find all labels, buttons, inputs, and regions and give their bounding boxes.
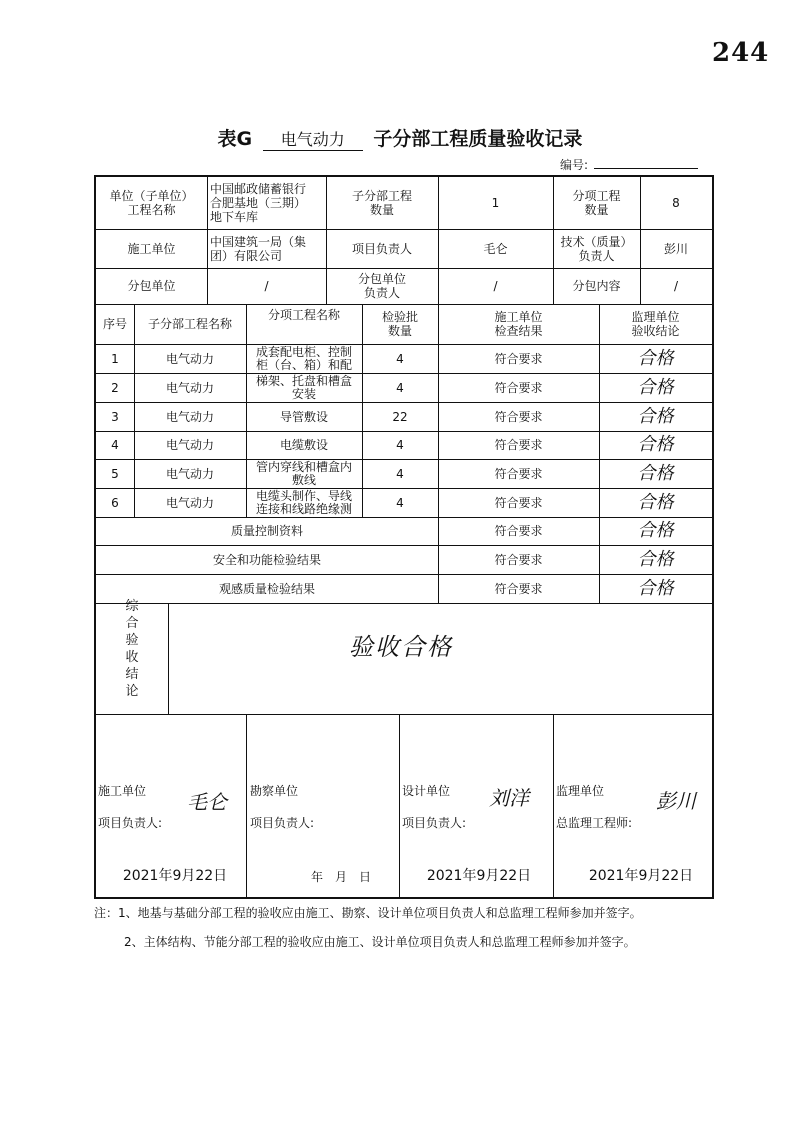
header-no: 序号	[102, 317, 127, 331]
sign-signature: 彭川	[656, 789, 696, 813]
row-conclusion-signature: 合格	[637, 347, 674, 369]
unit-label: 单位（子单位） 工程名称	[109, 189, 194, 217]
row-item-name: 成套配电柜、控制 柜（台、箱）和配	[255, 344, 352, 372]
header-sub-name: 子分部工程名称	[147, 317, 232, 331]
acceptance-form	[94, 175, 714, 899]
sign-date: 2021年9月22日	[588, 868, 694, 884]
row-count: 22	[392, 409, 408, 424]
row-sub-name: 电气动力	[165, 495, 214, 510]
header-result: 施工单位 检查结果	[494, 310, 543, 338]
row-sub-name: 电气动力	[165, 466, 214, 481]
row-result: 符合要求	[494, 409, 543, 424]
row-result: 符合要求	[494, 438, 543, 452]
header-count: 检验批 数量	[381, 310, 418, 338]
overall-conclusion-label	[124, 598, 140, 700]
serial-number	[560, 156, 698, 173]
sign-role: 项目负责人:	[402, 816, 467, 830]
page-title	[0, 124, 800, 151]
sign-date: 2021年9月22日	[426, 868, 532, 884]
page-number: 244	[712, 38, 770, 68]
row-item-name: 电缆敷设	[279, 438, 328, 452]
sub-count-value: 1	[491, 196, 500, 210]
sign-signature: 刘洋	[489, 786, 529, 810]
row-item-name: 电缆头制作、导线 连接和线路绝缘测	[255, 488, 352, 516]
row-sub-name: 电气动力	[165, 409, 214, 424]
subcontractor-label: 分包单位	[127, 279, 176, 293]
sign-unit: 设计单位	[402, 784, 451, 798]
summary-result: 符合要求	[494, 524, 543, 538]
sub-leader-label: 分包单位 负责人	[357, 272, 406, 300]
row-count: 4	[396, 466, 404, 481]
row-sub-name: 电气动力	[165, 380, 214, 395]
row-item-name: 梯架、托盘和槽盒 安装	[255, 373, 352, 401]
tech-label: 技术（质量） 负责人	[560, 234, 633, 263]
subcontractor-value: /	[264, 279, 269, 293]
summary-conclusion-signature: 合格	[637, 520, 674, 541]
row-conclusion-signature: 合格	[637, 405, 674, 427]
serial-label: 编号:	[560, 158, 589, 172]
sign-role: 总监理工程师:	[556, 816, 633, 830]
row-result: 符合要求	[494, 351, 543, 366]
row-sub-name: 电气动力	[165, 438, 214, 452]
sign-date: 年 月 日	[310, 870, 371, 884]
note-2: 2、主体结构、节能分部工程的验收应由施工、设计单位项目负责人和总监理工程师参加并签字。	[124, 935, 636, 949]
row-count: 4	[396, 438, 404, 452]
row-result: 符合要求	[494, 495, 543, 510]
sub-content-value: /	[673, 279, 679, 293]
row-no: 2	[111, 380, 119, 395]
row-conclusion-signature: 合格	[637, 376, 674, 398]
row-conclusion-signature: 合格	[637, 491, 674, 513]
contractor-value: 中国建筑一局（集 团）有限公司	[210, 234, 307, 263]
summary-conclusion-signature: 合格	[637, 577, 674, 599]
row-no: 6	[111, 495, 119, 510]
row-result: 符合要求	[494, 380, 543, 395]
sign-unit: 施工单位	[98, 784, 147, 798]
overall-label-text: 综合验收结论	[125, 599, 139, 699]
note-1: 注：1、地基与基础分部工程的验收应由施工、勘察、设计单位项目负责人和总监理工程师参加并签字。	[94, 906, 642, 920]
contractor-label: 施工单位	[127, 241, 176, 256]
summary-label: 安全和功能检验结果	[212, 552, 321, 567]
pm-label: 项目负责人	[351, 241, 412, 256]
header-conclusion: 监理单位 验收结论	[631, 310, 680, 338]
title-suffix: 子分部工程质量验收记录	[373, 128, 583, 150]
row-item-name: 导管敷设	[279, 409, 328, 424]
unit-value: 中国邮政储蓄银行 合肥基地（三期） 地下车库	[210, 182, 307, 224]
sign-signature: 毛仑	[187, 790, 227, 814]
row-count: 4	[396, 495, 404, 510]
row-no: 1	[111, 351, 119, 366]
overall-conclusion-signature: 验收合格	[349, 633, 453, 661]
serial-blank	[594, 158, 698, 169]
row-no: 4	[111, 438, 119, 452]
summary-label: 质量控制资料	[230, 524, 303, 538]
row-sub-name: 电气动力	[165, 351, 214, 366]
item-count-value: 8	[672, 196, 680, 210]
pm-value: 毛仑	[483, 241, 508, 256]
sub-count-label: 子分部工程 数量	[351, 189, 412, 217]
row-count: 4	[396, 380, 404, 395]
sign-unit: 勘察单位	[250, 784, 299, 798]
row-conclusion-signature: 合格	[637, 462, 674, 484]
sign-role: 项目负责人:	[250, 816, 315, 830]
summary-result: 符合要求	[494, 552, 543, 567]
row-no: 5	[111, 466, 119, 481]
table-prefix: 表G	[217, 128, 253, 150]
sign-role: 项目负责人:	[98, 816, 163, 830]
sub-content-label: 分包内容	[572, 279, 621, 293]
row-item-name: 管内穿线和槽盒内 敷线	[255, 459, 352, 487]
sub-division-name: 电气动力	[263, 127, 363, 151]
sign-date: 2021年9月22日	[122, 868, 228, 884]
sub-leader-value: /	[493, 279, 498, 293]
row-result: 符合要求	[494, 466, 543, 481]
row-no: 3	[111, 409, 119, 424]
item-count-label: 分项工程 数量	[572, 189, 621, 217]
summary-result: 符合要求	[494, 581, 543, 596]
row-conclusion-signature: 合格	[637, 434, 674, 455]
summary-conclusion-signature: 合格	[637, 548, 674, 570]
sign-unit: 监理单位	[556, 784, 605, 798]
row-count: 4	[396, 351, 404, 366]
header-item-name: 分项工程名称	[267, 308, 340, 322]
summary-label: 观感质量检验结果	[218, 581, 315, 596]
tech-value: 彭川	[663, 241, 688, 256]
